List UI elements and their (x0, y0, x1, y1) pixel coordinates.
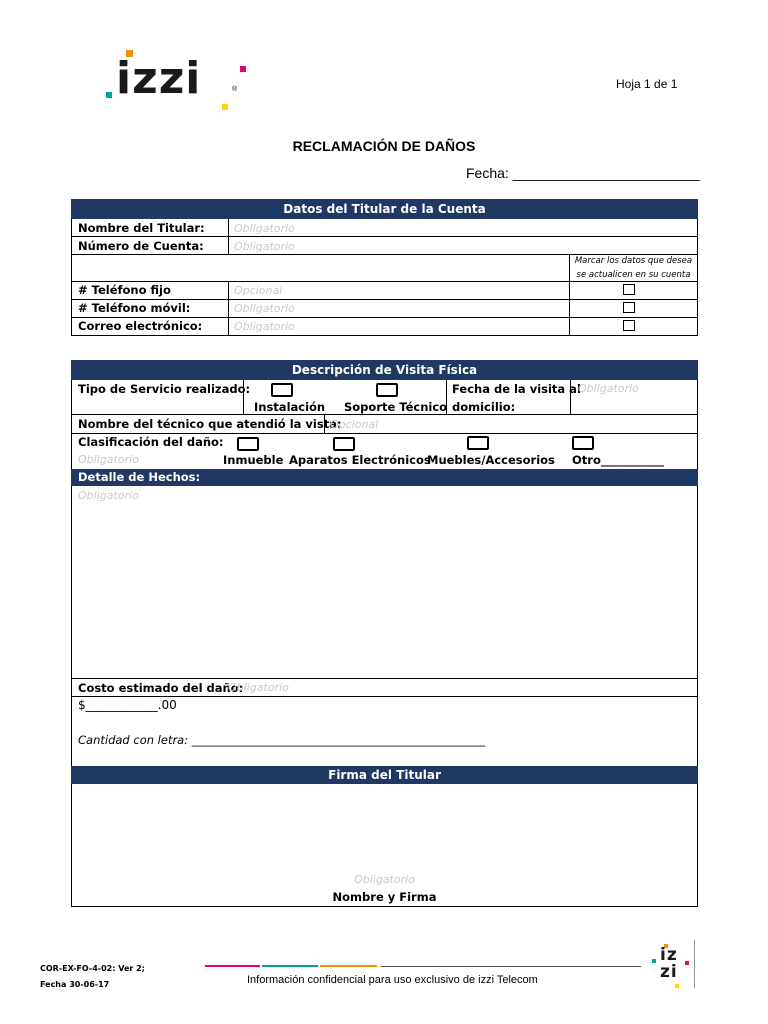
instalacion-checkbox[interactable] (271, 383, 293, 397)
logo-dot-magenta (240, 66, 246, 72)
divider (71, 299, 698, 300)
muebles-label: Muebles/Accesorios (427, 453, 555, 467)
aparatos-label: Aparatos Electrónicos (289, 453, 431, 467)
titular-heading: Datos del Titular de la Cuenta (71, 199, 698, 219)
divider (71, 317, 698, 318)
otro-checkbox[interactable] (572, 436, 594, 450)
muebles-checkbox[interactable] (467, 436, 489, 450)
footer-line-teal (262, 965, 318, 967)
footer-izzi-logo (648, 944, 692, 990)
footer-line-orange (320, 965, 377, 967)
footer-logo-dot-yellow (675, 984, 679, 988)
soporte-tecnico-checkbox[interactable] (376, 383, 398, 397)
divider (71, 414, 698, 415)
costo-label: Costo estimado del daño: (78, 681, 244, 695)
divider (71, 433, 698, 434)
logo-wordmark: izzi (116, 53, 202, 104)
update-note-line1: Marcar los datos que desea (574, 256, 693, 266)
izzi-logo (104, 48, 254, 118)
divider (71, 236, 698, 237)
date-field[interactable]: Fecha: ________________________ (466, 165, 700, 181)
instalacion-label: Instalación (254, 400, 326, 414)
correo-input[interactable]: Obligatorio (234, 320, 295, 333)
page-title: RECLAMACIÓN DE DAÑOS (292, 138, 476, 154)
footer-line-magenta (205, 965, 260, 967)
update-note (569, 254, 698, 282)
tecnico-label: Nombre del técnico que atendió la vista: (78, 417, 342, 431)
firma-input[interactable]: Obligatorio (354, 873, 415, 886)
otro-label[interactable]: Otro___________ (572, 453, 665, 467)
tipo-servicio-label: Tipo de Servicio realizado: (78, 382, 251, 396)
aparatos-checkbox[interactable] (333, 437, 355, 451)
visita-heading: Descripción de Visita Física (71, 360, 698, 380)
footer-logo-dot-magenta (685, 961, 689, 965)
footer-logo-dot-teal (652, 959, 656, 963)
footer-line-gray (381, 966, 641, 967)
telefono-movil-input[interactable]: Obligatorio (234, 302, 295, 315)
fecha-visita-input[interactable]: Obligatorio (578, 382, 639, 395)
detalle-heading: Detalle de Hechos: (71, 469, 698, 486)
detalle-input[interactable]: Obligatorio (78, 489, 139, 502)
fecha-visita-label-line1: Fecha de la visita al (452, 382, 581, 396)
costo-amount-field[interactable]: $____________.00 (78, 698, 177, 712)
update-telefono-movil-checkbox[interactable] (623, 302, 635, 313)
nombre-titular-input[interactable]: Obligatorio (234, 222, 295, 235)
clasificacion-input[interactable]: Obligatorio (78, 453, 139, 466)
divider (228, 281, 229, 336)
firma-label: Nombre y Firma (332, 890, 437, 904)
footer-vertical-rule (694, 940, 695, 988)
cantidad-letra-field[interactable]: Cantidad con letra: ___________________________________________________ (78, 733, 486, 747)
doc-code-line2: Fecha 30-06-17 (40, 980, 110, 989)
telefono-movil-label: # Teléfono móvil: (78, 301, 191, 315)
footer-logo-line2: zi (660, 962, 678, 982)
divider (228, 219, 229, 255)
costo-input[interactable]: Obligatorio (228, 681, 289, 694)
fecha-visita-label-line2: domicilio: (452, 400, 516, 414)
firma-heading: Firma del Titular (71, 766, 698, 784)
update-correo-checkbox[interactable] (623, 320, 635, 331)
correo-label: Correo electrónico: (78, 319, 203, 333)
footer-logo-line1: iz (660, 945, 678, 965)
telefono-fijo-label: # Teléfono fijo (78, 283, 171, 297)
registered-mark-icon: ® (232, 86, 238, 93)
nombre-titular-label: Nombre del Titular: (78, 221, 205, 235)
update-telefono-fijo-checkbox[interactable] (623, 284, 635, 295)
update-note-line2: se actualicen en su cuenta (576, 270, 691, 280)
inmueble-label: Inmueble (223, 453, 284, 467)
telefono-fijo-input[interactable]: Opcional (234, 284, 283, 297)
numero-cuenta-label: Número de Cuenta: (78, 239, 204, 253)
logo-dot-yellow (222, 104, 228, 110)
soporte-tecnico-label: Soporte Técnico (344, 400, 448, 414)
doc-code-line1: COR-EX-FO-4-02: Ver 2; (40, 964, 145, 973)
numero-cuenta-input[interactable]: Obligatorio (234, 240, 295, 253)
divider (71, 696, 698, 697)
tecnico-input[interactable]: Opcional (330, 418, 379, 431)
logo-dot-teal (106, 92, 112, 98)
clasificacion-label: Clasificación del daño: (78, 435, 224, 449)
divider (71, 678, 698, 679)
page-info: Hoja 1 de 1 (616, 77, 678, 91)
inmueble-checkbox[interactable] (237, 437, 259, 451)
confidential-notice: Información confidencial para uso exclusivo de izzi Telecom (247, 974, 538, 986)
